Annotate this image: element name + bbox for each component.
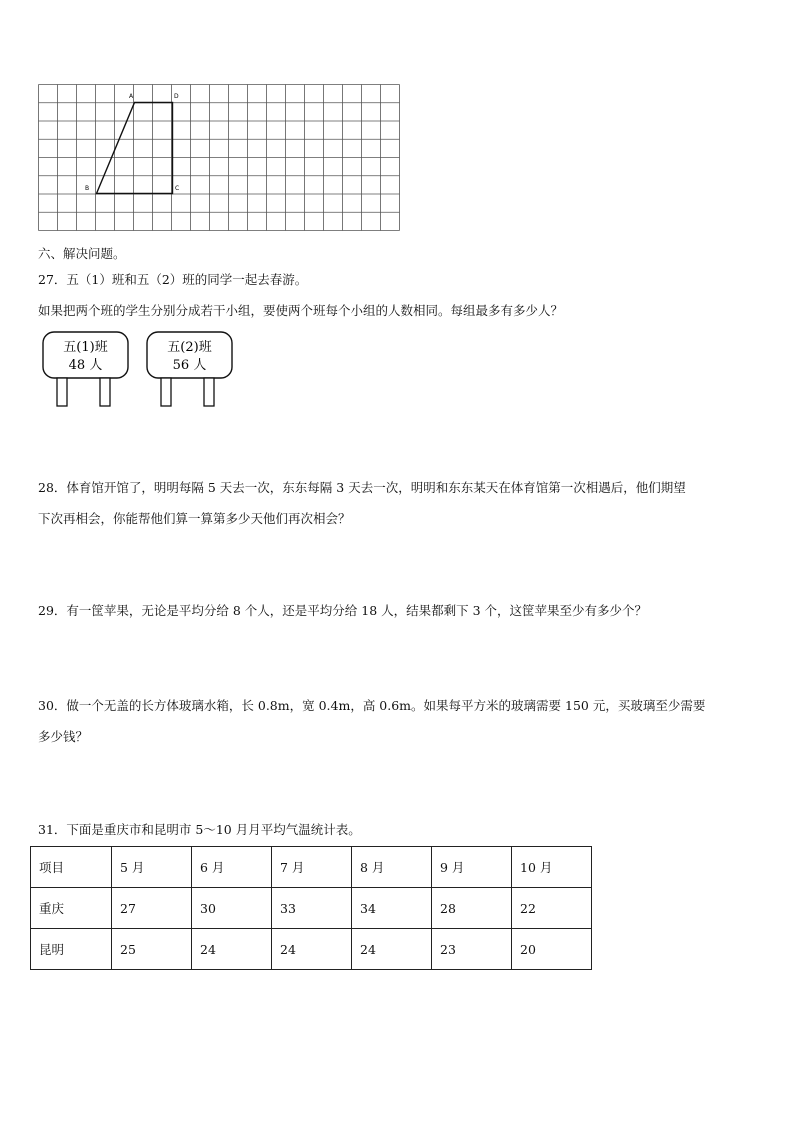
table-cell: 28: [432, 888, 512, 929]
q30-line1: 30．做一个无盖的长方体玻璃水箱，长 0.8m，宽 0.4m，高 0.6m。如果每平方米的玻璃需要 150 元，买玻璃至少需要: [38, 698, 706, 713]
vertex-label-c: C: [175, 185, 180, 192]
table-cell: 重庆: [31, 888, 112, 929]
temperature-table: [30, 846, 592, 970]
table-cell: 25: [112, 929, 192, 970]
table-cell: 24: [352, 929, 432, 970]
table-header-cell: 8 月: [352, 847, 432, 888]
table-row: [31, 929, 592, 970]
class-sign-2: [144, 330, 236, 410]
vertex-label-a: A: [129, 93, 134, 100]
table-cell: 22: [512, 888, 592, 929]
q31-line1: 31．下面是重庆市和昆明市 5～10 月月平均气温统计表。: [38, 822, 361, 837]
table-cell: 27: [112, 888, 192, 929]
table-cell: 30: [192, 888, 272, 929]
grid-figure: [38, 84, 400, 234]
table-header-cell: 项目: [31, 847, 112, 888]
grid-lines: [39, 85, 400, 231]
table-cell: 24: [272, 929, 352, 970]
section-heading: 六、解决问题。: [38, 246, 126, 261]
table-header-cell: 9 月: [432, 847, 512, 888]
q27-line1: 27．五（1）班和五（2）班的同学一起去春游。: [38, 272, 308, 287]
sign-2-class: 五(2)班: [167, 340, 212, 355]
table-header-cell: 5 月: [112, 847, 192, 888]
q27-line2: 如果把两个班的学生分别分成若干小组，要使两个班每个小组的人数相同。每组最多有多少人？: [38, 303, 564, 318]
table-header-row: [31, 847, 592, 888]
class-sign-1: [40, 330, 132, 410]
vertex-label-b: B: [85, 185, 90, 192]
table-cell: 昆明: [31, 929, 112, 970]
table-cell: 20: [512, 929, 592, 970]
table-header-cell: 10 月: [512, 847, 592, 888]
table-cell: 24: [192, 929, 272, 970]
table-header-cell: 7 月: [272, 847, 352, 888]
table-cell: 34: [352, 888, 432, 929]
q28-line1: 28．体育馆开馆了，明明每隔 5 天去一次，东东每隔 3 天去一次，明明和东东某天在体育馆第一次相遇后，他们期望: [38, 480, 686, 495]
q30-line2: 多少钱？: [38, 729, 89, 744]
vertex-label-d: D: [174, 93, 179, 100]
table-row: [31, 888, 592, 929]
table-header-cell: 6 月: [192, 847, 272, 888]
sign-2-count: 56 人: [172, 358, 207, 373]
q28-line2: 下次再相会，你能帮他们算一算第多少天他们再次相会？: [38, 511, 351, 526]
q29-line1: 29．有一筐苹果，无论是平均分给 8 个人，还是平均分给 18 人，结果都剩下 3 个，这筐苹果至少有多少个？: [38, 603, 648, 618]
table-cell: 23: [432, 929, 512, 970]
sign-1-count: 48 人: [68, 358, 103, 373]
sign-1-class: 五(1)班: [63, 340, 108, 355]
table-cell: 33: [272, 888, 352, 929]
trapezoid-shape: [97, 103, 173, 194]
